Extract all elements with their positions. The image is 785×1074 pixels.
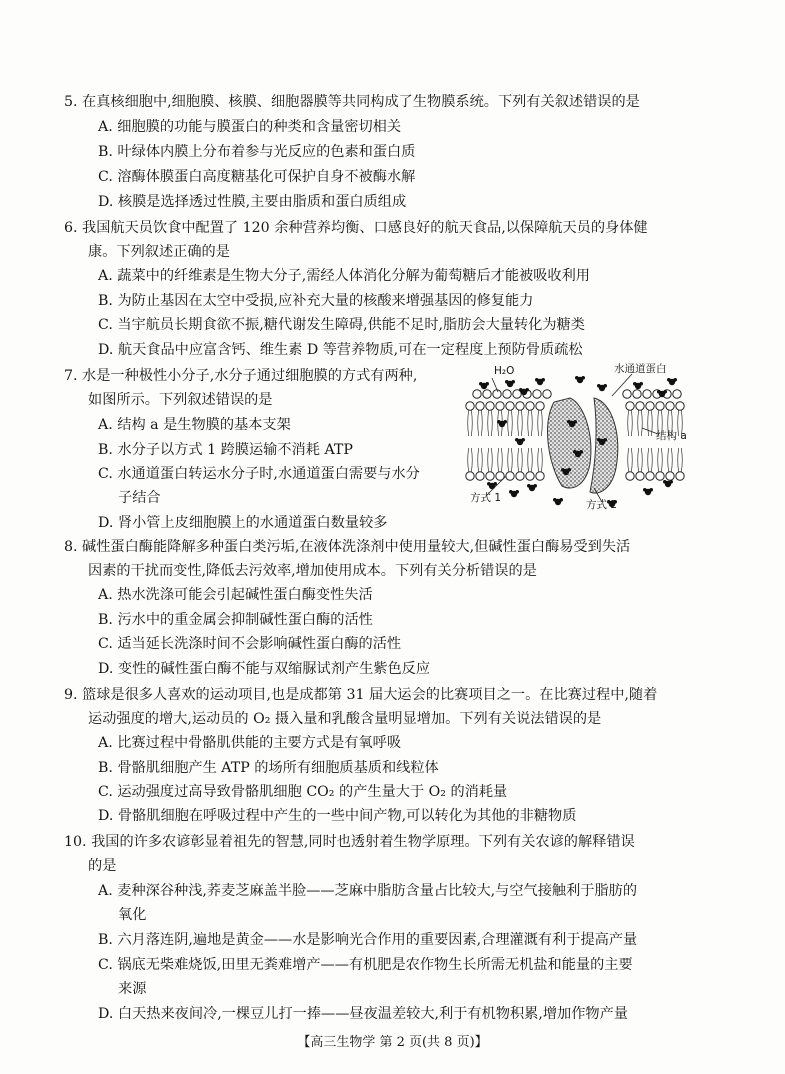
lipid-tail (471, 448, 472, 472)
lipid-head (666, 402, 674, 410)
q9-option-d: D. 骨骼肌细胞在呼吸过程中产生的一些中间产物,可以转化为其他的非糖物质 (98, 808, 577, 824)
q6-option-b: B. 为防止基因在太空中受损,应补充大量的核酸来增强基因的修复能力 (98, 293, 534, 309)
lipid-head (526, 472, 534, 480)
lipid-tail (488, 410, 489, 436)
water-molecule (509, 490, 519, 497)
lipid-head (516, 472, 524, 480)
lipid-tail (521, 448, 522, 472)
lipid-tail (511, 448, 512, 472)
lipid-tail (538, 410, 539, 436)
membrane-figure (462, 364, 690, 514)
lipid-tail (648, 410, 649, 436)
q7-option-d: D. 肾小管上皮细胞膜上的水通道蛋白数量较多 (98, 515, 388, 531)
q10-option-c: C. 锅底无柴难烧饭,田里无粪难增产——有机肥是农作物生长所需无机盐和能量的主要 (98, 957, 633, 973)
lipid-tail (641, 410, 642, 436)
lipid-head (496, 402, 504, 410)
water-molecule (479, 382, 489, 389)
lipid-tail (488, 448, 489, 472)
lipid-head (473, 390, 481, 398)
lipid-tail (491, 410, 492, 436)
lipid-head (533, 390, 541, 398)
lipid-head (506, 402, 514, 410)
q10-option-c-cont: 来源 (118, 981, 147, 997)
q10-stem: 10. 我国的许多农谚彰显着祖先的智慧,同时也透射着生物学原理。下列有关农谚的解释错误 (64, 834, 635, 850)
channel-protein-right (590, 398, 618, 493)
mode1-label: 方式 1 (470, 492, 502, 504)
lipid-tail (511, 410, 512, 436)
h2o-label: H₂O (494, 365, 515, 377)
q9-option-c: C. 运动强度过高导致骨骼肌细胞 CO₂ 的产生量大于 O₂ 的消耗量 (98, 784, 508, 800)
lipid-head (483, 390, 491, 398)
page-footer: 【高三生物学 第 2 页(共 8 页)】 (297, 1035, 488, 1050)
lipid-tail (638, 448, 639, 472)
lipid-head (526, 402, 534, 410)
q8-option-c: C. 适当延长洗涤时间不会影响碱性蛋白酶的活性 (98, 636, 402, 652)
q7-option-c: C. 水通道蛋白转运水分子时,水通道蛋白需要与水分 (98, 466, 420, 482)
lipid-head (656, 472, 664, 480)
lipid-head (623, 390, 631, 398)
q10-option-d: D. 白天热来夜间冷,一棵豆儿打一捧——昼夜温差较大,利于有机物积累,增加作物产量 (98, 1006, 628, 1022)
lipid-tail (538, 448, 539, 472)
lipid-head (506, 472, 514, 480)
q7-option-a: A. 结构 a 是生物膜的基本支架 (98, 417, 291, 433)
q7-stem: 7. 水是一种极性小分子,水分子通过细胞膜的方式有两种, (64, 368, 418, 384)
water-molecule (643, 488, 653, 495)
lipid-head (676, 472, 684, 480)
lipid-tail (648, 448, 649, 472)
water-molecule (487, 482, 497, 489)
q8-option-d: D. 变性的碱性蛋白酶不能与双缩脲试剂产生紫色反应 (98, 661, 431, 677)
lipid-tail (641, 448, 642, 472)
lipid-tail (468, 448, 469, 472)
lipid-head (466, 472, 474, 480)
lipid-tail (541, 410, 542, 436)
lipid-head (536, 472, 544, 480)
lipid-head (486, 472, 494, 480)
lipid-head (476, 472, 484, 480)
water-molecule (663, 480, 673, 487)
lipid-tail (541, 448, 542, 472)
lipid-head (633, 390, 641, 398)
channel-protein-label: 水通道蛋白 (614, 363, 667, 375)
lipid-head (493, 390, 501, 398)
lipid-tail (481, 410, 482, 436)
lipid-tail (468, 410, 469, 436)
lipid-head (543, 390, 551, 398)
lipid-head (646, 472, 654, 480)
lipid-head (646, 402, 654, 410)
lipid-tail (668, 448, 669, 472)
q6-stem-cont: 康。下列叙述正确的是 (88, 244, 230, 260)
q10-stem-cont: 的是 (88, 858, 117, 874)
lipid-tail (481, 448, 482, 472)
q10-option-b: B. 六月落连阴,遍地是黄金——水是影响光合作用的重要因素,合理灌溉有利于提高产量 (98, 932, 638, 948)
lipid-head (666, 472, 674, 480)
lipid-tail (628, 448, 629, 472)
q7-stem-cont: 如图所示。下列叙述错误的是 (88, 392, 273, 408)
lipid-tail (508, 448, 509, 472)
lipid-head (676, 402, 684, 410)
lipid-tail (501, 448, 502, 472)
q9-stem: 9. 篮球是很多人喜欢的运动项目,也是成都第 31 届大运会的比赛项目之一。在比赛过程中,随着 (64, 687, 658, 703)
lipid-tail (678, 448, 679, 472)
water-molecule (505, 380, 515, 387)
lipid-tail (528, 410, 529, 436)
lipid-tail (638, 410, 639, 436)
q5-option-b: B. 叶绿体内膜上分布着参与光反应的色素和蛋白质 (98, 144, 416, 160)
water-molecule (633, 382, 643, 389)
water-molecule (535, 378, 545, 385)
q6-option-a: A. 蔬菜中的纤维素是生物大分子,需经人体消化分解为葡萄糖后才能被吸收利用 (98, 268, 590, 284)
lipid-head (626, 472, 634, 480)
water-molecule (553, 498, 563, 505)
lipid-head (516, 402, 524, 410)
water-molecule (667, 378, 677, 385)
lipid-tail (491, 448, 492, 472)
lipid-head (626, 402, 634, 410)
q8-stem-cont: 因素的干扰而变性,降低去污效率,增加使用成本。下列有关分析错误的是 (88, 563, 537, 579)
q9-option-b: B. 骨骼肌细胞产生 ATP 的场所有细胞质基质和线粒体 (98, 760, 439, 776)
lipid-tail (528, 448, 529, 472)
lipid-tail (531, 448, 532, 472)
lipid-tail (651, 448, 652, 472)
lipid-tail (681, 448, 682, 472)
lipid-tail (518, 410, 519, 436)
q7-option-c-cont: 子结合 (118, 490, 161, 506)
lipid-head (636, 402, 644, 410)
channel-protein-left (548, 398, 591, 488)
lipid-tail (521, 410, 522, 436)
lipid-tail (531, 410, 532, 436)
lipid-tail (508, 410, 509, 436)
lipid-head (636, 472, 644, 480)
lipid-head (486, 402, 494, 410)
lipid-tail (498, 448, 499, 472)
q10-option-a: A. 麦种深谷种浅,荞麦芝麻盖半脸——芝麻中脂肪含量占比较大,与空气接触利于脂肪的 (98, 883, 638, 899)
lipid-head (643, 390, 651, 398)
q9-option-a: A. 比赛过程中骨骼肌供能的主要方式是有氧呼吸 (98, 735, 402, 751)
water-molecule (575, 376, 585, 383)
lipid-tail (478, 410, 479, 436)
q5-stem: 5. 在真核细胞中,细胞膜、核膜、细胞器膜等共同构成了生物膜系统。下列有关叙述错误的是 (64, 94, 640, 110)
q5-option-d: D. 核膜是选择透过性膜,主要由脂质和蛋白质组成 (98, 194, 407, 210)
q10-option-a-cont: 氧化 (118, 907, 147, 923)
lipid-tail (631, 410, 632, 436)
q8-option-b: B. 污水中的重金属会抑制碱性蛋白酶的活性 (98, 612, 373, 628)
q8-stem: 8. 碱性蛋白酶能降解多种蛋白类污垢,在液体洗涤剂中使用量较大,但碱性蛋白酶易受到失活 (64, 539, 631, 555)
lipid-tail (478, 448, 479, 472)
lipid-tail (471, 410, 472, 436)
structure-a-label: 结构 a (656, 430, 687, 442)
lipid-head (476, 402, 484, 410)
q6-option-d: D. 航天食品中应富含钙、维生素 D 等营养物质,可在一定程度上预防骨质疏松 (98, 342, 583, 358)
water-molecule (497, 420, 507, 427)
q5-option-c: C. 溶酶体膜蛋白高度糖基化可保护自身不被酶水解 (98, 169, 416, 185)
lipid-tail (671, 448, 672, 472)
q8-option-a: A. 热水洗涤可能会引起碱性蛋白酶变性失活 (98, 587, 373, 603)
water-molecule (515, 438, 525, 445)
lipid-tail (658, 448, 659, 472)
lipid-head (536, 402, 544, 410)
lipid-tail (628, 410, 629, 436)
lipid-head (503, 390, 511, 398)
water-molecule (527, 484, 537, 491)
q7-option-b: B. 水分子以方式 1 跨膜运输不消耗 ATP (98, 442, 353, 458)
lipid-head (673, 390, 681, 398)
q5-option-a: A. 细胞膜的功能与膜蛋白的种类和含量密切相关 (98, 119, 402, 135)
q6-option-c: C. 当宇航员长期食欲不振,糖代谢发生障碍,供能不足时,脂肪会大量转化为糖类 (98, 317, 585, 333)
q6-stem: 6. 我国航天员饮食中配置了 120 余种营养均衡、口感良好的航天食品,以保障航天员的身体健 (64, 220, 648, 236)
water-molecule (597, 384, 607, 391)
lipid-tail (631, 448, 632, 472)
lipid-head (656, 402, 664, 410)
mode2-label: 方式 2 (586, 499, 618, 511)
lipid-tail (661, 448, 662, 472)
q9-stem-cont: 运动强度的增大,运动员的 O₂ 摄入量和乳酸含量明显增加。下列有关说法错误的是 (88, 711, 602, 727)
lipid-head (466, 402, 474, 410)
lipid-tail (518, 448, 519, 472)
